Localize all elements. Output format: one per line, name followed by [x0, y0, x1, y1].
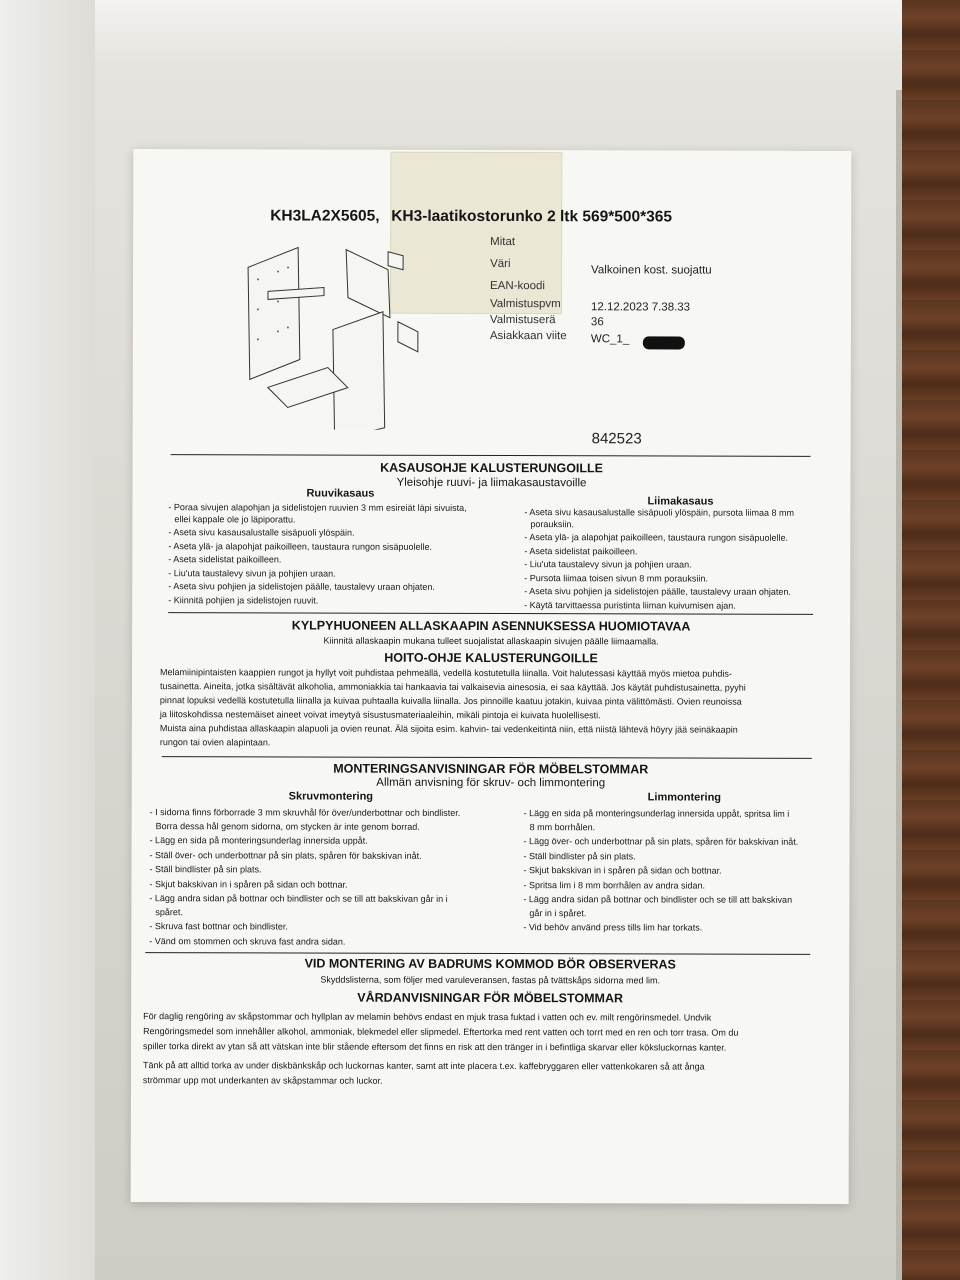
instruction-sheet	[131, 149, 852, 1204]
list-item: - Ställ över- och underbottnar på sin plats, spåren för bakskivan inåt.	[149, 849, 422, 861]
list-item: - Skjut bakskivan in i spåren på sidan och bottnar.	[149, 878, 348, 890]
divider-line	[168, 612, 813, 615]
info-label-ean: EAN-koodi	[490, 279, 546, 293]
list-item: - Ställ bindlister på sin plats.	[523, 850, 636, 861]
list-item: - Aseta ylä- ja alapohjat paikoilleen, taustaura rungon sisäpuolelle.	[524, 532, 789, 543]
list-item: 8 mm borrhålen.	[529, 821, 596, 832]
list-item: - Spritsa lim i 8 mm borrhålen av andra sidan.	[523, 879, 706, 891]
sv-care-title: VÅRDANVISNINGAR FÖR MÖBELSTOMMAR	[357, 990, 624, 1006]
list-item: - Vid behöv använd press tills lim har torkats.	[523, 922, 703, 933]
fi-assembly-title: KASAUSOHJE KALUSTERUNGOILLE	[380, 460, 604, 476]
list-item: - Aseta sivu kasausalustalle sisäpuoli ylöspäin.	[168, 527, 355, 538]
sv-glue-steps	[523, 808, 798, 934]
list-item: spåret.	[155, 906, 183, 917]
sv-bathroom-title: VID MONTERING AV BADRUMS KOMMOD BÖR OBSERVERAS	[304, 956, 676, 972]
fi-assembly-subtitle: Yleisohje ruuvi- ja liimakasaustavoille	[396, 476, 587, 490]
sv-assembly-title: MONTERINGSANVISNINGAR FÖR MÖBELSTOMMAR	[333, 761, 649, 777]
rail-top	[388, 252, 403, 270]
text-line: spiller torka direkt av ytan så att vätskan inte blir stående eftersom det finns en risk att den tränger in i befintliga skarvar eller köksluckornas kanter.	[143, 1041, 727, 1053]
text-line: För daglig rengöring av skåpstommar och hyllplan av melamin behövs endast en mjuk trasa fuktad i vatten och ev. milt rengörinsmedel. Undvik	[143, 1011, 712, 1023]
rail-right	[398, 322, 418, 352]
list-item: - Aseta sidelistat paikoilleen.	[168, 554, 282, 565]
list-item: - Ställ bindlister på sin plats.	[149, 864, 262, 875]
text-line: Rengöringsmedel som innehåller alkohol, ammoniak, blekmedel eller slipmedel. Eftertorka med rent vatten och torrt med en ren och torr trasa. Om du	[143, 1026, 739, 1038]
list-item: - Käytä tarvittaessa puristinta liiman kuivumisen ajan.	[524, 599, 736, 611]
text-line: strömmar upp mot underkanten av skåpstammar och luckor.	[142, 1075, 383, 1086]
fi-care-title: HOITO-OHJE KALUSTERUNGOILLE	[384, 650, 598, 666]
info-value-vari: Valkoinen kost. suojattu	[591, 264, 712, 277]
text-line: Muista aina puhdistaa allaskaapin alapuoli ja ovien reunat. Älä sijoita esim. kahvin- tai vedenkeitintä niin, että niistä lähtevä höyry jää seinäkaapin	[159, 723, 738, 735]
fi-bathroom-title: KYLPYHUONEEN ALLASKAAPIN ASENNUKSESSA HUOMIOTAVAA	[291, 618, 691, 634]
fi-care-text	[160, 665, 830, 751]
info-label-vari: Väri	[490, 257, 511, 271]
text-line: ja liitoskohdissa nestemäiset aineet voivat imeytyä sisustusmateriaaleihin, mikäli pintoja ei kuivata huolellisesti.	[159, 709, 601, 721]
list-item: ellei kappale ole jo läpiporattu.	[174, 513, 296, 524]
side-panel-left	[248, 247, 300, 379]
product-code: KH3LA2X5605,	[270, 207, 380, 225]
sv-glue-heading: Limmontering	[647, 791, 722, 804]
info-label-mitat: Mitat	[490, 235, 516, 249]
fi-screw-heading: Ruuvikasaus	[306, 487, 375, 500]
list-item: - Vänd om stommen och skruva fast andra sidan.	[149, 935, 346, 947]
sv-assembly-subtitle: Allmän anvisning för skruv- och limmontering	[376, 776, 606, 790]
divider-line	[171, 454, 811, 457]
fi-glue-heading: Liimakasaus	[647, 495, 714, 508]
list-item: - Lägg över- och underbottnar på sin plats, spåren för bakskivan inåt.	[523, 836, 799, 847]
info-label-valmistuserae: Valmistuserä	[489, 313, 556, 327]
assembly-diagram	[238, 239, 438, 430]
list-item: - Aseta sivu pohjien ja sidelistojen päälle, taustalevy uraan ohjaten.	[524, 586, 791, 597]
fi-screw-steps	[168, 502, 466, 607]
order-number: 842523	[591, 430, 642, 448]
fi-glue-steps	[524, 507, 794, 612]
side-panel-right	[333, 312, 385, 430]
list-item: - Lägg en sida på monteringsunderlag innersida uppåt, spritsa lim i	[523, 808, 790, 819]
text-line: pinnat lopuksi vedellä kostutetulla liinalla ja kuivaa puhtaalla kuivalla liinalla. Jos pinnoille kaatuu jotakin, kuivaa pinta välittömästi. Ovien reunoissa	[159, 695, 742, 707]
sv-screw-heading: Skruvmontering	[288, 790, 374, 803]
list-item: - Lägg en sida på monteringsunderlag innersida uppåt.	[149, 835, 368, 846]
divider-line	[145, 952, 810, 955]
fi-bathroom-note: Kiinnitä allaskaapin mukana tulleet suojalistat allaskaapin sivujen päälle liimaamalla.	[323, 635, 659, 647]
list-item: - Aseta sivu kasausalustalle sisäpuoli ylöspäin, pursota liimaa 8 mm	[524, 507, 795, 518]
list-item: - Aseta sidelistat paikoilleen.	[524, 545, 638, 556]
list-item: - Liu'uta taustalevy sivun ja pohjien uraan.	[524, 559, 692, 570]
list-item: - Lägg andra sidan på bottnar och bindlister och se till att bakskivan går in i	[149, 893, 448, 904]
info-label-valmistuspvm: Valmistuspvm	[489, 297, 561, 311]
list-item: Borra dessa hål genom sidorna, om stycken är inte genom borrad.	[155, 820, 420, 832]
text-line: tusainetta. Aineita, jotka sisältävät alkoholia, ammoniakkia tai hankaavia tai valkaisevia ainesosia, ei saa käyttää. Jos käytät puhdistusainetta, pyyhi	[159, 681, 746, 693]
list-item: - Aseta ylä- ja alapohjat paikoilleen, taustaura rungon sisäpuolelle.	[168, 540, 433, 552]
list-item: - Pursota liimaa toisen sivun 8 mm porauksiin.	[524, 572, 708, 584]
list-item: - Poraa sivujen alapohjan ja sidelistojen ruuvien 3 mm esireiät läpi sivuista,	[168, 502, 467, 513]
list-item: - Liu'uta taustalevy sivun ja pohjien uraan.	[168, 567, 336, 579]
back-panel	[346, 250, 390, 318]
info-value-valmistuserae: 36	[590, 316, 604, 329]
text-line: Tänk på att alltid torka av under diskbänkskåp och luckornas kanter, samt att inte placera t.ex. kaffebryggaren eller vattenkokaren så att ånga	[142, 1060, 705, 1072]
list-item: porauksiin.	[530, 518, 574, 529]
info-label-asiakkaan-viite: Asiakkaan viite	[489, 329, 567, 343]
text-line: rungon tai ovien alapintaan.	[159, 737, 271, 748]
list-item: går in i spåret.	[529, 907, 587, 918]
list-item: - Lägg andra sidan på bottnar och bindlister och se till att bakskivan	[523, 894, 793, 905]
cabinet-top-panel	[0, 0, 960, 70]
list-item: - Skjut bakskivan in i spåren på sidan och bottnar.	[523, 865, 722, 876]
product-name: KH3-laatikostorunko 2 ltk 569*500*365	[391, 207, 673, 226]
sv-screw-steps	[149, 807, 460, 948]
list-item: - Skruva fast bottnar och bindlister.	[149, 921, 288, 932]
info-value-asiakkaan-viite: WC_1_	[590, 333, 630, 346]
divider-line	[162, 756, 812, 759]
list-item: - I sidorna finns förborrade 3 mm skruvhål för över/underbottnar och bindlister.	[149, 807, 461, 818]
cabinet-left-panel	[0, 0, 95, 1280]
list-item: - Kiinnitä pohjien ja sidelistojen ruuvit.	[168, 594, 319, 606]
wood-surface	[902, 0, 960, 1280]
text-line: Melamiinipintaisten kaappien rungot ja hyllyt voit puhdistaa pehmeällä, vedellä kostutetulla liinalla. Voit halutessasi käyttää myös mietoa puhdis-	[159, 667, 732, 679]
redaction-mark	[643, 336, 685, 349]
sv-bathroom-note: Skyddslisterna, som följer med varuleveransen, fastas på tvättskåps sidorna med lim.	[320, 974, 661, 986]
sv-care-text	[143, 1009, 833, 1090]
info-value-valmistuspvm: 12.12.2023 7.38.33	[590, 301, 691, 314]
list-item: - Aseta sivu pohjien ja sidelistojen päälle, taustalevy uraan ohjaten.	[168, 581, 435, 592]
